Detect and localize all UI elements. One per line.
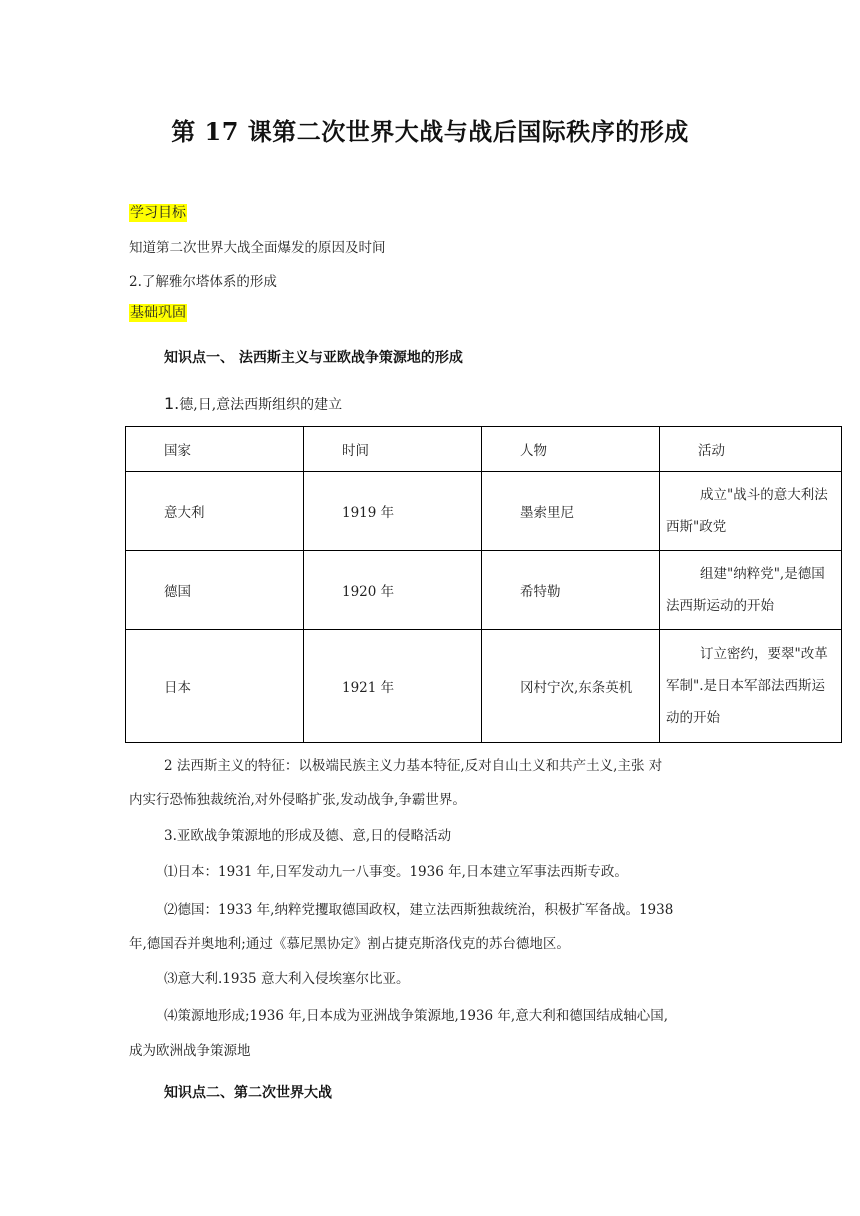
- header-person: 人物: [482, 427, 660, 472]
- cell-country: 日本: [126, 630, 304, 743]
- subsection-number: 1.: [164, 394, 180, 413]
- paragraph-fascism-features-line2: 内实行恐怖独裁统治,对外侵略扩张,发动战争,争霸世界。: [129, 792, 466, 808]
- knowledge-point-2-heading: 知识点二、第二次世界大战: [164, 1085, 332, 1101]
- knowledge-point-1-heading: 知识点一、 法西斯主义与亚欧战争策源地的形成: [164, 350, 463, 366]
- paragraph-japan: ⑴日本：1931 年,日军发动九一八事变。1936 年,日本建立军事法西斯专政。: [164, 864, 628, 880]
- table-header-row: [126, 427, 842, 472]
- cell-year: 1920 年: [304, 551, 482, 630]
- subsection-1-title: [164, 394, 342, 414]
- fascist-organizations-table: [125, 426, 842, 743]
- cell-person: 冈村宁次,东条英机: [482, 630, 660, 743]
- cell-year: 1919 年: [304, 472, 482, 551]
- basics-label: [129, 302, 187, 322]
- header-time: 时间: [304, 427, 482, 472]
- paragraph-germany-line2: 年,德国吞并奥地利;通过《慕尼黑协定》割占捷克斯洛伐克的苏台德地区。: [129, 936, 570, 952]
- cell-activity: 订立密约，要翠"改革军制".是日本军部法西斯运动的开始: [660, 630, 842, 743]
- cell-person: 墨索里尼: [482, 472, 660, 551]
- goal-item-2: 2.了解雅尔塔体系的形成: [129, 274, 277, 290]
- subsection-text: 德,日,意法西斯组织的建立: [179, 397, 343, 413]
- cell-year: 1921 年: [304, 630, 482, 743]
- table-row: [126, 630, 842, 743]
- goal-item-1: 知道第二次世界大战全面爆发的原因及时间: [129, 240, 386, 256]
- header-country: 国家: [126, 427, 304, 472]
- highlighted-label: 学习目标: [130, 205, 186, 221]
- table-row: [126, 551, 842, 630]
- paragraph-fascism-features-line1: 2 法西斯主义的特征：以极端民族主义力基本特征,反对自山土义和共产土义,主张 对: [164, 758, 663, 774]
- paragraph-war-sources-formed-line1: ⑷策源地形成;1936 年,日本成为亚洲战争策源地,1936 年,意大利和德国结成轴心国,: [164, 1008, 669, 1024]
- cell-activity: 成立"战斗的意大利法西斯"政党: [660, 472, 842, 551]
- learning-goals-label: [129, 202, 187, 222]
- cell-person: 希特勒: [482, 551, 660, 630]
- paragraph-war-sources: 3.亚欧战争策源地的形成及德、意,日的侵略活动: [164, 828, 452, 844]
- table-row: [126, 472, 842, 551]
- paragraph-germany-line1: ⑵德国：1933 年,纳粹党攫取德国政权，建立法西斯独裁统治，积极扩军备战。1938: [164, 902, 674, 918]
- highlighted-label: 基础巩固: [130, 305, 186, 321]
- paragraph-war-sources-formed-line2: 成为欧洲战争策源地: [129, 1043, 251, 1059]
- header-activity: 活动: [660, 427, 842, 472]
- cell-country: 德国: [126, 551, 304, 630]
- page-title: 第 17 课第二次世界大战与战后国际秩序的形成: [171, 117, 689, 146]
- cell-country: 意大利: [126, 472, 304, 551]
- cell-activity: 组建"纳粹党",是德国法西斯运动的开始: [660, 551, 842, 630]
- paragraph-italy: ⑶意大利.1935 意大利入侵埃塞尔比亚。: [164, 971, 410, 987]
